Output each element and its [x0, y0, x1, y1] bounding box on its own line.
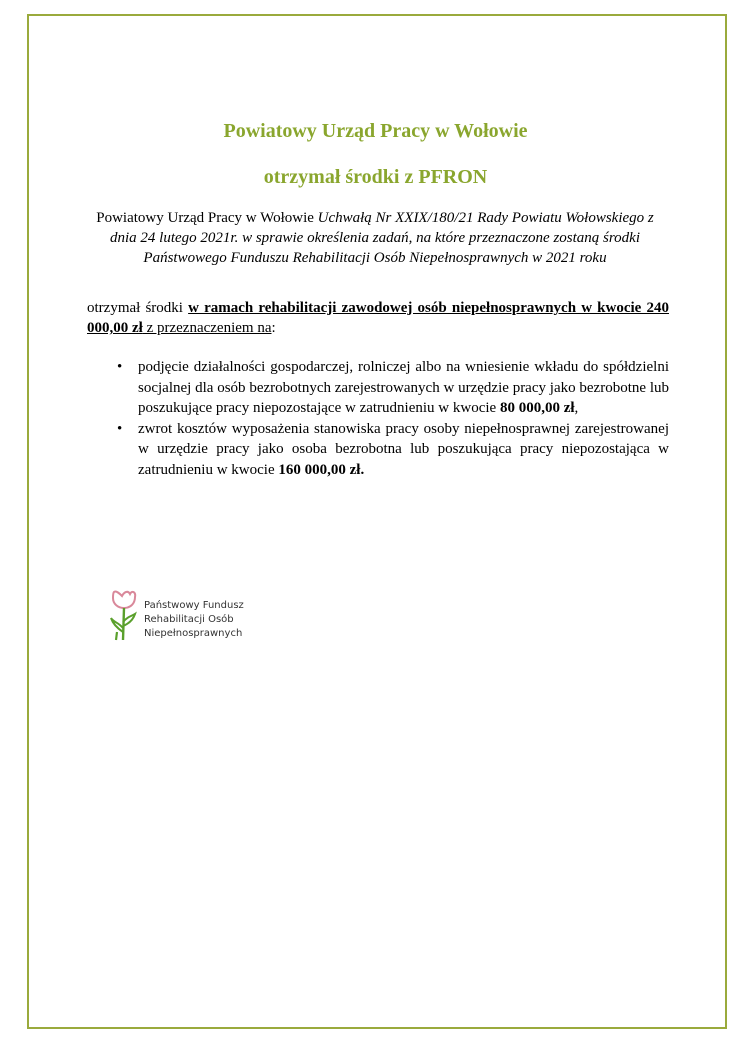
purpose-list — [112, 357, 669, 480]
intro-resolution-text: Uchwałą Nr XXIX/180/21 Rady Powiatu Wołowskiego z dnia 24 lutego 2021r. w sprawie określenia zadań, na które przeznaczone zostaną środki Państwowego Funduszu Rehabilitacji Osób Niepełnosprawnych w 2021 roku — [110, 210, 654, 266]
list-item — [112, 357, 669, 419]
logo-line-1: Państwowy Fundusz — [144, 600, 244, 611]
funding-colon: : — [271, 320, 276, 336]
intro-plain-text: Powiatowy Urząd Pracy w Wołowie — [96, 210, 318, 226]
list-item-text: zwrot kosztów wyposażenia stanowiska pracy osoby niepełnosprawnej zarejestrowanej w urzędzie pracy jako osoba bezrobotna lub poszukująca pracy niepozostająca w zatrudnieniu w kwocie — [138, 420, 669, 478]
funding-total-amount: w ramach rehabilitacji zawodowej osób niepełnosprawnych w kwocie 240 000,00 zł — [87, 300, 669, 336]
logo-text — [144, 599, 244, 641]
pfron-logo — [108, 588, 268, 646]
list-item-text: podjęcie działalności gospodarczej, rolniczej albo na wniesienie wkładu do spółdzielni socjalnej dla osób bezrobotnych zarejestrowanych w urzędzie pracy jako bezrobotne lub poszukujące pracy niepozostające w zatrudnieniu w kwocie — [138, 359, 669, 416]
tulip-stem — [123, 608, 124, 640]
tulip-stem-small — [116, 632, 117, 640]
document-subtitle: otrzymał środki z PFRON — [263, 166, 488, 188]
bullet-icon: • — [117, 420, 123, 437]
logo-line-3: Niepełnosprawnych — [144, 628, 243, 639]
list-item — [112, 419, 669, 481]
funding-paragraph — [87, 298, 669, 338]
tulip-icon — [108, 588, 142, 644]
funding-purpose-lead: z przeznaczeniem na — [142, 320, 272, 336]
list-item-amount: 160 000,00 zł. — [278, 461, 365, 478]
tulip-leaf-left — [111, 618, 123, 632]
intro-paragraph — [90, 208, 660, 268]
tulip-flower — [113, 591, 135, 608]
document-title: Powiatowy Urząd Pracy w Wołowie — [223, 120, 528, 142]
funding-prefix: otrzymał środki — [87, 300, 189, 316]
list-item-amount: 80 000,00 zł — [499, 400, 575, 416]
list-item-end: , — [574, 400, 579, 416]
bullet-icon: • — [117, 359, 123, 375]
logo-line-2: Rehabilitacji Osób — [144, 614, 234, 625]
